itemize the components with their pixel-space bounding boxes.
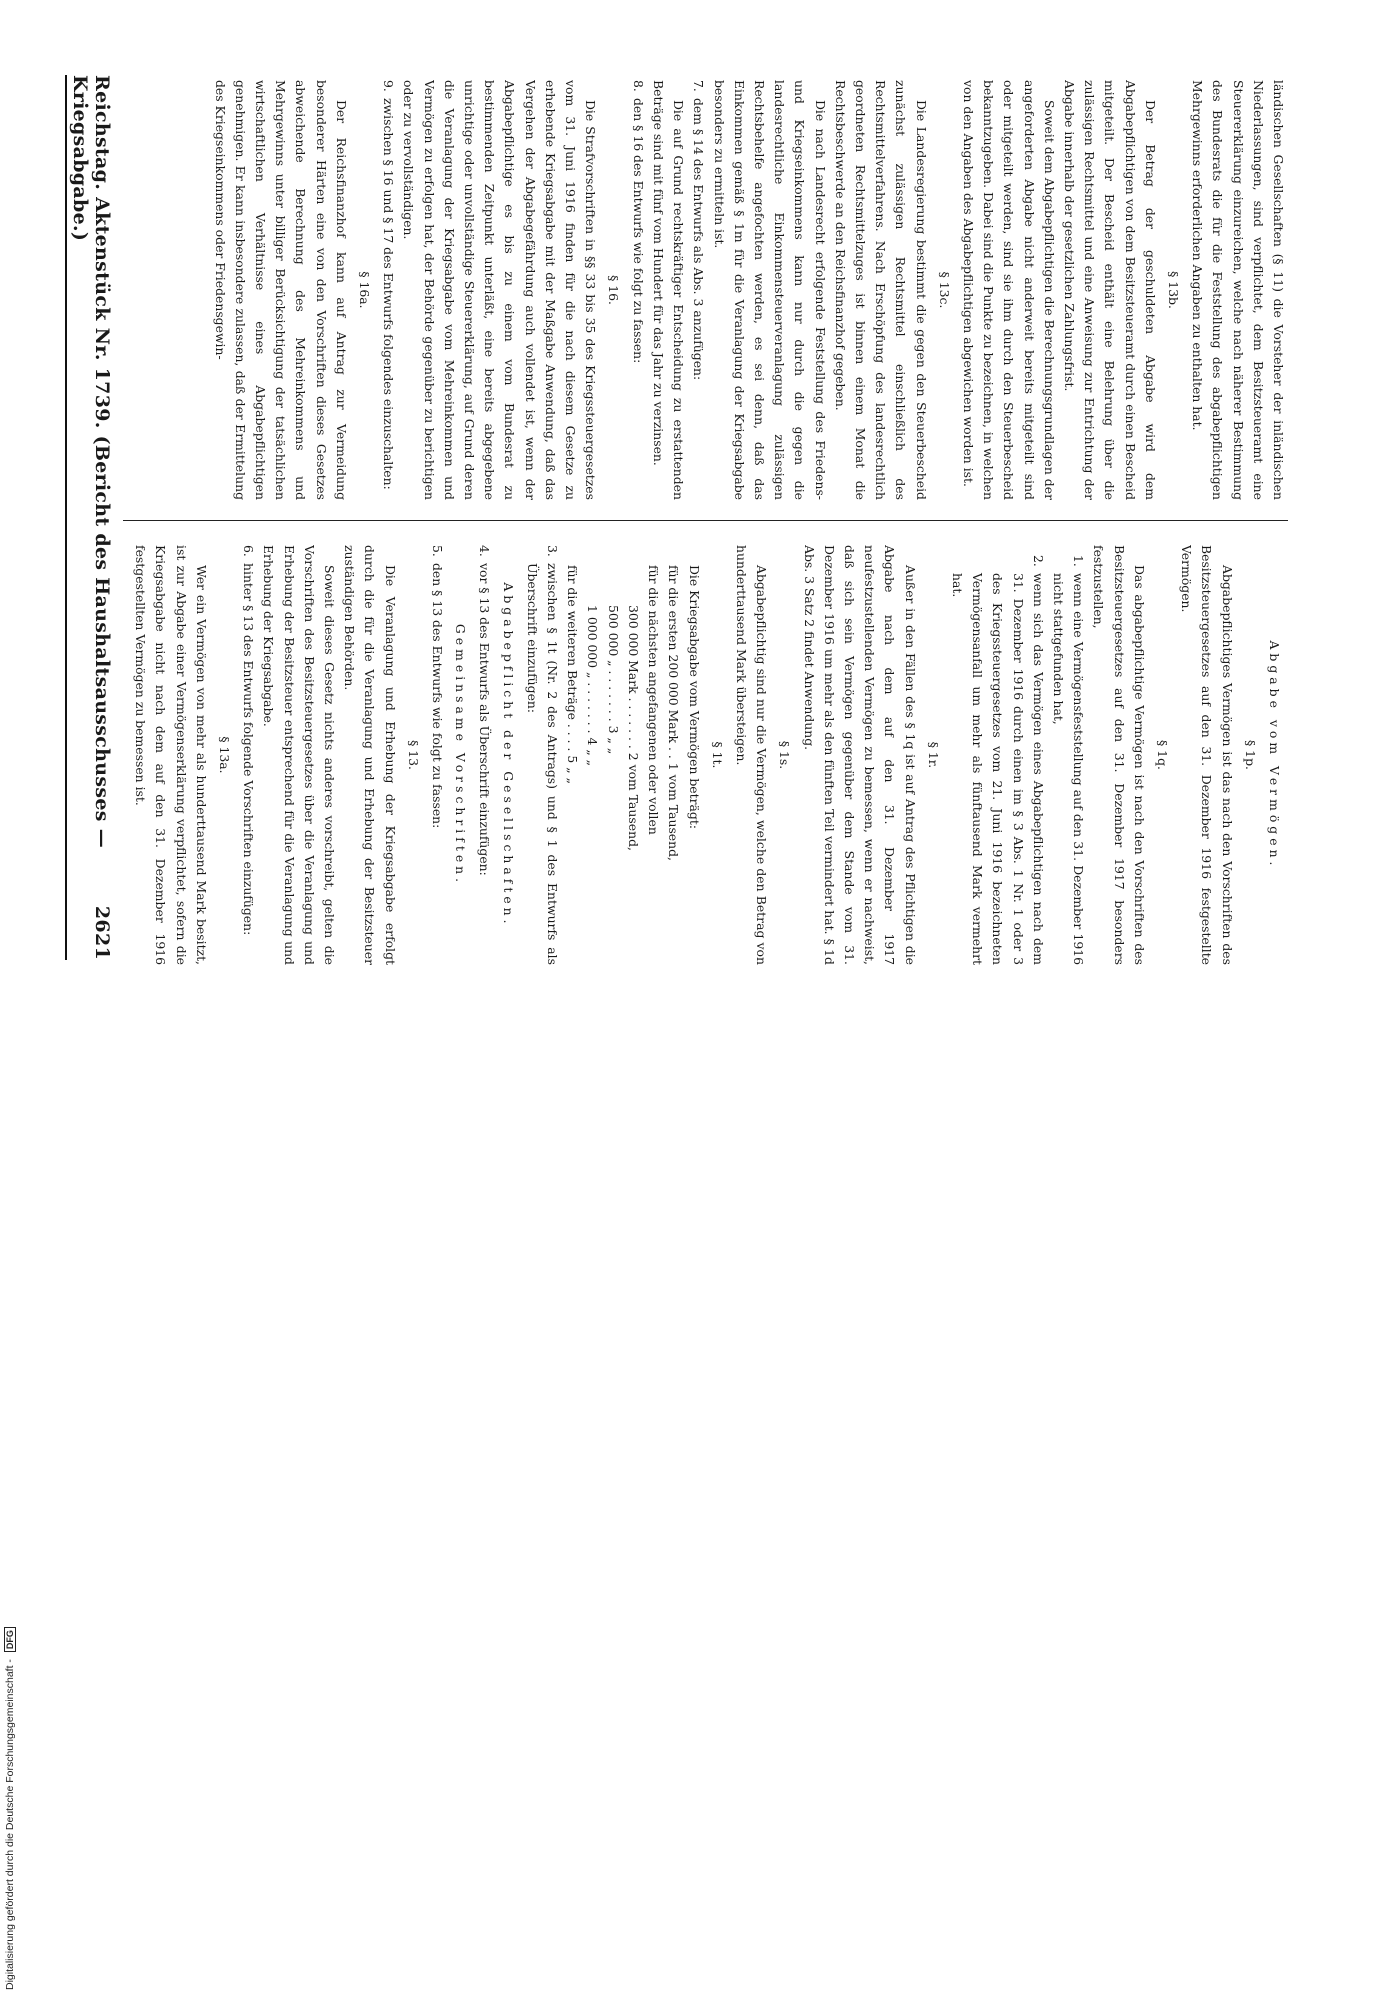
- paragraph: Soweit dem Abgabepflichtigen die Berechnungsgrundlagen der angeforderten Abgabe nicht anderweit bereits mitgeteilt sind oder mitgeteilt werden, sind sie ihm durch den Steuerbescheid bekanntzugeben. Dabei sind die Punkte zu bezeichnen, in welchen von den Angaben des Abgabepflichtigen abgewichen worden ist.: [960, 80, 1057, 500]
- digitization-note: [4, 1000, 20, 2000]
- sub-item: [1048, 545, 1088, 965]
- amendment-item: [474, 545, 494, 965]
- paragraph: Abgabepflichtiges Vermögen ist das nach den Vorschriften des Besitzsteuergesetzes auf den 31. Dezember 1916 festgestellte Vermögen.: [1179, 545, 1235, 965]
- paragraph: Abgabepflichtig sind nur die Vermögen, welche den Betrag von hunderttausend Mark übersteigen.: [733, 545, 770, 965]
- rate-line: 500 000 „ . . . . . . . 3 „ „: [605, 605, 621, 755]
- paragraph: Wer ein Vermögen von mehr als hunderttausend Mark besitzt, ist zur Abgabe einer Vermögenserklärung verpflichtet, sofern die Kriegsabgabe nicht nach dem auf den 31. Dezember 1916 festgestellten Vermögen zu bemessen ist.: [133, 545, 209, 965]
- item-text: wenn eine Vermögensfeststellung auf den 31. Dezember 1916 nicht stattgefunden hat,: [1050, 573, 1087, 965]
- paragraph: Das abgabepflichtige Vermögen ist nach den Vorschriften des Besitzsteuergesetzes auf den 31. Dezember 1917 besonders festzustellen,: [1091, 545, 1147, 965]
- paragraph: für die weiteren Beträge . . . . 5 „ „: [565, 565, 581, 785]
- item-text: zwischen § 16 und § 17 des Entwurfs folgendes einzuschalten:: [381, 98, 397, 490]
- paragraph-number: § 13b.: [1165, 271, 1181, 309]
- item-number: 6.: [241, 545, 257, 557]
- paragraph: Die Strafvorschriften in §§ 33 bis 35 des Kriegssteuergesetzes vom 31. Juni 1916 finden für die nach diesem Gesetze zu erhebende Kriegsabgabe mit der Maßgabe Anwendung, daß das Vergehen der Abgabegefährdung auch vollendet ist, wenn der Abgabepflichtige es bis zu einem vom Bundesrat zu bestimmenden Zeitpunkt unterläßt, eine bereits abgegebene unrichtige oder unvollständige Steuererklärung, auf Grund deren die Veranlagung der Kriegsabgabe vom Mehreinkommen und Vermögen zu erfolgen hat, der Behörde gegenüber zu berichtigen oder zu vervollständigen.: [401, 80, 599, 500]
- paragraph-number: § 1r.: [925, 741, 941, 769]
- item-number: 9.: [381, 80, 397, 92]
- page-number: 2621: [91, 905, 113, 960]
- paragraph: Die auf Grund rechtskräftiger Entscheidung zu erstattenden Beträge sind mit fünf vom Hundert für das Jahr zu verzinsen.: [650, 80, 687, 500]
- paragraph: Die Veranlagung und Erhebung der Kriegsabgabe erfolgt durch die für die Veranlagung und Erhebung der Besitzsteuer zuständigen Behörden.: [342, 545, 398, 965]
- item-number: 4.: [477, 545, 493, 557]
- item-number: 2.: [1030, 555, 1046, 567]
- section-heading: Abgabe vom Vermögen.: [1267, 640, 1282, 870]
- paragraph-number: § 1p.: [1242, 740, 1258, 770]
- header-rule: [65, 75, 67, 960]
- section-heading: Gemeinsame Vorschriften.: [453, 623, 469, 887]
- paragraph: für die nächsten angefangenen oder vollen: [646, 565, 662, 835]
- page-header: [69, 75, 113, 960]
- amendment-item: [378, 80, 398, 500]
- item-text: wenn sich das Vermögen eines Abgabepflichtigen nach dem 31. Dezember 1916 durch einen im § 3 Abs. 1 Nr. 1 oder 3 des Kriegssteuergesetzes vom 21. Juni 1916 bezeichneten Vermögensanfall um mehr als fünftausend Mark vermehrt hat.: [949, 573, 1046, 965]
- item-number: 1.: [1071, 555, 1087, 567]
- paragraph-number: § 13a.: [217, 736, 233, 774]
- amendment-item: [522, 545, 562, 965]
- paragraph: Die nach Landesrecht erfolgende Feststellung des Friedens- und Kriegseinkommens kann nur durch die gegen die landesrechtliche Einkommensteuerveranlagung zulässigen Rechtsbehelfe angefochten werden, es sei denn, daß das Einkommen gemäß § 1m für die Veranlagung der Kriegsabgabe besonders zu ermitteln ist.: [711, 80, 828, 500]
- item-number: 5.: [430, 545, 446, 557]
- column-divider: [123, 520, 1288, 521]
- item-text: zwischen § 1t (Nr. 2 des Antrags) und § 1 des Entwurfs als Überschrift einzufügen:: [524, 563, 561, 965]
- amendment-item: [628, 80, 648, 500]
- digitization-text: Digitalisierung gefördert durch die Deutsche Forschungsgemeinschaft -: [4, 1659, 16, 1990]
- paragraph: Der Betrag der geschuldeten Abgabe wird dem Abgabepflichtigen von dem Besitzsteueramt durch einen Bescheid mitgeteilt. Der Bescheid enthält eine Belehrung über die zulässigen Rechtsmittel und eine Anweisung zur Entrichtung der Abgabe innerhalb der gesetzlichen Zahlungsfrist.: [1061, 80, 1158, 500]
- item-text: vor § 13 des Entwurfs als Überschrift einzufügen:: [477, 563, 493, 876]
- amendment-item: [238, 545, 258, 965]
- sub-item: [947, 545, 1048, 965]
- running-title: Reichstag. Aktenstück Nr. 1739. (Bericht des Haushaltsausschusses — Kriegsabgabe.): [69, 75, 113, 848]
- item-number: 3.: [545, 545, 561, 557]
- paragraph: Außer in den Fällen des § 1q ist auf Antrag des Pflichtigen die Abgabe nach dem auf den 31. Dezember 1917 neufestzustellenden Vermögen zu bemessen, wenn er nachweist, daß sich sein Vermögen gegenüber dem Stande vom 31. Dezember 1916 um mehr als den fünften Teil vermindert hat. § 1d Abs. 3 Satz 2 findet Anwendung.: [801, 545, 918, 965]
- rate-line: 300 000 Mark . . . . . . . 2 vom Tausend,: [625, 605, 641, 851]
- item-text: den § 13 des Entwurfs wie folgt zu fassen:: [430, 563, 446, 829]
- paragraph: Die Landesregierung bestimmt die gegen den Steuerbescheid zunächst zulässigen Rechtsmittel einschließlich des Rechtsmittelverfahrens. Nach Erschöpfung des landesrechtlich geordneten Rechtsmittelzuges ist binnen einem Monat die Rechtsbeschwerde an den Reichsfinanzhof gegeben.: [832, 80, 929, 500]
- section-heading: Abgabepflicht der Gesellschaften.: [500, 582, 516, 928]
- paragraph: Die Kriegsabgabe vom Vermögen beträgt:: [686, 565, 702, 830]
- paragraph-number: § 13.: [405, 740, 421, 770]
- left-column: [128, 545, 1288, 965]
- item-number: 8.: [630, 80, 646, 92]
- paragraph-number: § 1t.: [709, 741, 725, 769]
- paragraph: Soweit dieses Gesetz nichts anderes vorschreibt, gelten die Vorschriften des Besitzsteuergesetzes über die Veranlagung und Erhebung der Besitzsteuer entsprechend für die Veranlagung und Erhebung der Kriegsabgabe.: [261, 545, 338, 965]
- paragraph-number: § 13c.: [936, 271, 952, 309]
- paragraph: Der Reichsfinanzhof kann auf Antrag zur Vermeidung besonderer Härten eine von den Vorschriften dieses Gesetzes abweichende Berechnung des Mehreinkommens und Mehrgewinns unter billiger Berücksichtigung der tatsächlichen wirtschaftlichen Verhältnisse eines Abgabepflichtigen genehmigen. Er kann insbesondere zulassen, daß der Ermittelung des Kriegseinkommens oder Friedensgewin-: [212, 80, 349, 500]
- right-column: [128, 80, 1288, 500]
- paragraph: [128, 545, 130, 965]
- paragraph-number: § 16a.: [357, 271, 373, 309]
- paragraph-number: § 1s.: [777, 740, 793, 770]
- paragraph-number: § 1q.: [1154, 740, 1170, 770]
- amendment-item: [427, 545, 447, 965]
- paragraph: ländischen Gesellschaften (§ 11) die Vorsteher der inländischen Niederlassungen, sind verpflichtet, dem Besitzsteueramt eine Steuererklärung einzureichen, welche nach näherer Bestimmung des Bundesrats die für die Feststellung des abgabepflichtigen Mehrgewinns erforderlichen Angaben zu enthalten hat.: [1190, 80, 1286, 500]
- item-number: 7.: [691, 80, 707, 92]
- paragraph: für die ersten 200 000 Mark . . 1 vom Tausend,: [666, 565, 682, 861]
- amendment-item: [688, 80, 708, 500]
- paragraph-number: § 16.: [606, 275, 622, 305]
- rate-line: 1 000 000 „ . . . . . . . 4 „ „: [585, 605, 601, 767]
- item-text: den § 16 des Entwurfs wie folgt zu fassen:: [630, 98, 646, 364]
- item-text: dem § 14 des Entwurfs als Abs. 3 anzufügen:: [691, 98, 707, 381]
- dfg-logo: DFG: [4, 1627, 16, 1652]
- item-text: hinter § 13 des Entwurfs folgende Vorschriften einzufügen:: [241, 563, 257, 936]
